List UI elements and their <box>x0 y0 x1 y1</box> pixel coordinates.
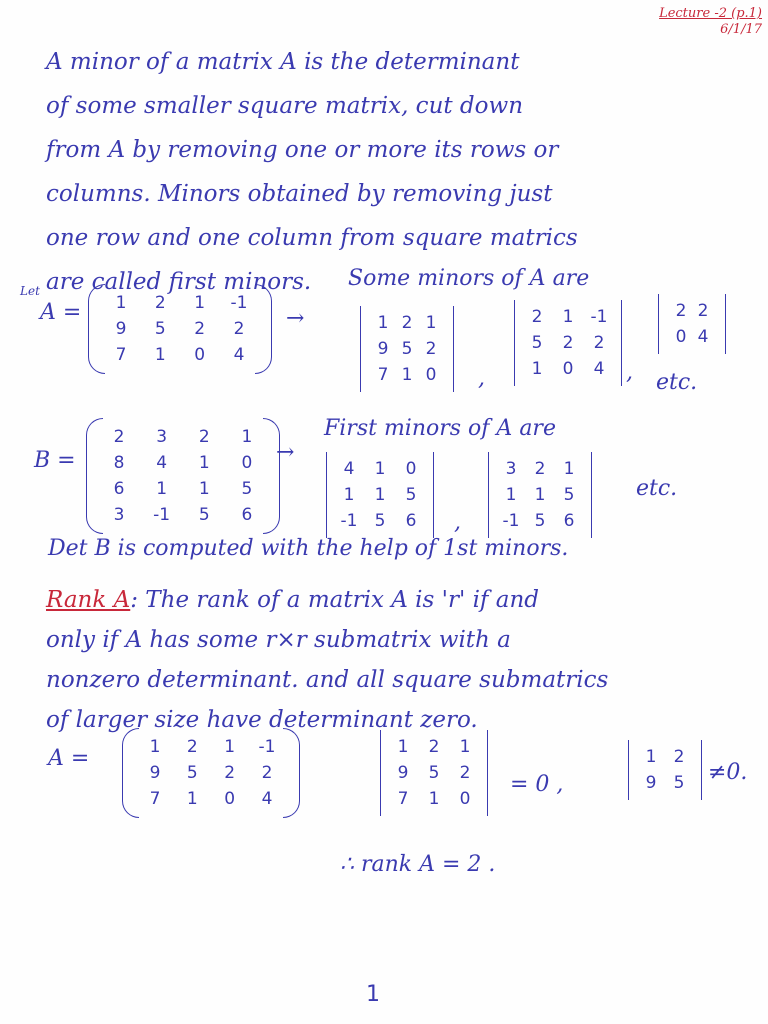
lecture-header <box>659 6 762 38</box>
matrix-row <box>108 450 258 476</box>
det-note: Det B is computed with the help of 1st minors. <box>48 536 569 561</box>
matrix-cell: 5 <box>154 319 166 339</box>
rank-line <box>46 580 752 620</box>
matrix-cell: 9 <box>377 339 389 359</box>
matrix-cell: 1 <box>563 459 575 479</box>
etc-label: etc. <box>656 370 698 395</box>
matrix-row <box>110 316 250 342</box>
matrix-cell: 5 <box>374 511 386 531</box>
matrix-cell: 5 <box>198 505 210 525</box>
matrix-cell: 9 <box>645 773 657 793</box>
matrix-row <box>338 456 422 482</box>
matrix-cell: -1 <box>590 307 608 327</box>
matrix-cell: 5 <box>673 773 685 793</box>
matrix-cell: 1 <box>343 485 355 505</box>
let-label: Let <box>20 284 40 298</box>
matrix-cell: 1 <box>428 789 440 809</box>
rank-colon: : <box>130 587 138 613</box>
matrix-cell: 2 <box>113 427 125 447</box>
matrix-row <box>144 760 278 786</box>
matrix-row <box>500 456 580 482</box>
matrix-cell: 2 <box>224 763 236 783</box>
matrix-cell: 5 <box>531 333 543 353</box>
minor-3x3-2 <box>526 304 610 382</box>
matrix-cell: 2 <box>194 319 206 339</box>
matrix-cell: 2 <box>593 333 605 353</box>
minors-caption-1: Some minors of A are <box>348 266 590 291</box>
matrix-cell: 1 <box>377 313 389 333</box>
minor-2x2 <box>670 298 714 350</box>
matrix-cell: 1 <box>186 789 198 809</box>
matrix-cell: -1 <box>502 511 520 531</box>
matrix-row <box>108 502 258 528</box>
etc-label: etc. <box>636 476 678 501</box>
matrix-cell: 0 <box>675 327 687 347</box>
matrix-cell: 1 <box>505 485 517 505</box>
matrix-row <box>108 476 258 502</box>
matrix-a-label-2: A = <box>48 746 90 771</box>
rank-line: nonzero determinant. and all square submatrics <box>46 667 609 693</box>
matrix-row <box>108 424 258 450</box>
matrix-cell: 2 <box>401 313 413 333</box>
not-equal-zero: ≠0. <box>708 760 748 785</box>
matrix-cell: 5 <box>534 511 546 531</box>
matrix-cell: 9 <box>149 763 161 783</box>
matrix-cell: 4 <box>233 345 245 365</box>
matrix-cell: 2 <box>198 427 210 447</box>
intro-line: are called first minors. <box>46 269 312 295</box>
matrix-cell: 0 <box>241 453 253 473</box>
matrix-cell: 1 <box>459 737 471 757</box>
rank-line-text: The rank of a matrix A is 'r' if and <box>145 587 540 613</box>
matrix-cell: 8 <box>113 453 125 473</box>
matrix-a-label: A = <box>40 300 82 325</box>
matrix-cell: 2 <box>459 763 471 783</box>
matrix-row <box>110 342 250 368</box>
matrix-cell: 3 <box>156 427 168 447</box>
matrix-cell: 2 <box>673 747 685 767</box>
matrix-cell: 4 <box>156 453 168 473</box>
comma: , <box>478 366 485 391</box>
intro-paragraph <box>46 40 752 304</box>
matrix-cell: 1 <box>531 359 543 379</box>
matrix-b <box>108 424 258 528</box>
conclusion: ∴ rank A = 2 . <box>340 852 496 877</box>
matrix-cell: -1 <box>340 511 358 531</box>
minor-det-3x3 <box>392 734 476 812</box>
matrix-cell: 1 <box>149 737 161 757</box>
lecture-date: 6/1/17 <box>720 22 762 37</box>
matrix-cell: 5 <box>241 479 253 499</box>
matrix-cell: 0 <box>562 359 574 379</box>
matrix-cell: 1 <box>401 365 413 385</box>
matrix-cell: 6 <box>563 511 575 531</box>
equals-zero: = 0 , <box>510 772 564 797</box>
matrix-row <box>670 298 714 324</box>
matrix-cell: 4 <box>593 359 605 379</box>
matrix-row <box>526 304 610 330</box>
matrix-b-label: B = <box>34 448 76 473</box>
matrix-cell: 6 <box>241 505 253 525</box>
matrix-cell: 7 <box>115 345 127 365</box>
matrix-cell: 2 <box>425 339 437 359</box>
matrix-row <box>640 770 690 796</box>
matrix-cell: 4 <box>261 789 273 809</box>
matrix-cell: 5 <box>405 485 417 505</box>
minors-caption-2: First minors of A are <box>324 416 556 441</box>
matrix-cell: 5 <box>401 339 413 359</box>
matrix-row <box>372 362 442 388</box>
matrix-cell: 9 <box>115 319 127 339</box>
matrix-cell: 0 <box>405 459 417 479</box>
minor-det-2x2 <box>640 744 690 796</box>
matrix-cell: 2 <box>154 293 166 313</box>
intro-line: columns. Minors obtained by removing just <box>46 181 553 207</box>
matrix-cell: -1 <box>258 737 276 757</box>
matrix-row <box>392 734 476 760</box>
matrix-cell: 4 <box>343 459 355 479</box>
matrix-cell: 9 <box>397 763 409 783</box>
matrix-cell: 1 <box>562 307 574 327</box>
matrix-row <box>372 310 442 336</box>
matrix-row <box>640 744 690 770</box>
matrix-cell: 1 <box>194 293 206 313</box>
intro-line: from A by removing one or more its rows or <box>46 137 559 163</box>
matrix-cell: 2 <box>531 307 543 327</box>
minor-3x3-1 <box>372 310 442 388</box>
matrix-cell: 1 <box>115 293 127 313</box>
minor-b-2 <box>500 456 580 534</box>
matrix-row <box>338 508 422 534</box>
matrix-row <box>526 356 610 382</box>
matrix-row <box>110 290 250 316</box>
matrix-cell: 6 <box>405 511 417 531</box>
matrix-row <box>670 324 714 350</box>
rank-heading: Rank A <box>46 587 131 613</box>
matrix-cell: 2 <box>675 301 687 321</box>
matrix-cell: 2 <box>233 319 245 339</box>
matrix-row <box>144 734 278 760</box>
matrix-cell: 0 <box>224 789 236 809</box>
matrix-row <box>526 330 610 356</box>
matrix-cell: -1 <box>230 293 248 313</box>
matrix-cell: 3 <box>505 459 517 479</box>
matrix-cell: 5 <box>563 485 575 505</box>
matrix-cell: 1 <box>534 485 546 505</box>
lecture-number: Lecture -2 (p.1) <box>659 6 762 21</box>
intro-line: of some smaller square matrix, cut down <box>46 93 524 119</box>
matrix-cell: 1 <box>156 479 168 499</box>
matrix-row <box>144 786 278 812</box>
matrix-cell: 1 <box>224 737 236 757</box>
matrix-a <box>110 290 250 368</box>
matrix-cell: 1 <box>374 485 386 505</box>
rank-definition <box>46 580 752 740</box>
matrix-cell: 1 <box>374 459 386 479</box>
matrix-row <box>392 786 476 812</box>
rank-line: of larger size have determinant zero. <box>46 707 478 733</box>
matrix-cell: 1 <box>198 453 210 473</box>
matrix-cell: -1 <box>153 505 171 525</box>
matrix-cell: 3 <box>113 505 125 525</box>
matrix-cell: 2 <box>697 301 709 321</box>
matrix-row <box>372 336 442 362</box>
matrix-cell: 0 <box>425 365 437 385</box>
matrix-cell: 1 <box>645 747 657 767</box>
matrix-cell: 7 <box>397 789 409 809</box>
matrix-row <box>392 760 476 786</box>
matrix-cell: 5 <box>186 763 198 783</box>
matrix-row <box>338 482 422 508</box>
matrix-cell: 7 <box>377 365 389 385</box>
matrix-cell: 0 <box>459 789 471 809</box>
arrow-2: → <box>276 440 295 465</box>
matrix-cell: 1 <box>154 345 166 365</box>
intro-line: one row and one column from square matrics <box>46 225 578 251</box>
minor-b-1 <box>338 456 422 534</box>
matrix-cell: 0 <box>194 345 206 365</box>
matrix-cell: 1 <box>198 479 210 499</box>
comma: , <box>454 510 461 535</box>
rank-line: only if A has some r×r submatrix with a <box>46 627 511 653</box>
arrow-1: → <box>286 306 305 331</box>
matrix-cell: 2 <box>428 737 440 757</box>
page-number: 1 <box>366 982 380 1007</box>
matrix-cell: 5 <box>428 763 440 783</box>
matrix-row <box>500 508 580 534</box>
matrix-cell: 6 <box>113 479 125 499</box>
matrix-cell: 7 <box>149 789 161 809</box>
matrix-cell: 1 <box>397 737 409 757</box>
matrix-cell: 2 <box>186 737 198 757</box>
comma: , <box>626 360 633 385</box>
intro-line: A minor of a matrix A is the determinant <box>46 49 520 75</box>
matrix-cell: 4 <box>697 327 709 347</box>
matrix-cell: 2 <box>562 333 574 353</box>
matrix-cell: 2 <box>534 459 546 479</box>
matrix-cell: 2 <box>261 763 273 783</box>
matrix-a-2 <box>144 734 278 812</box>
matrix-row <box>500 482 580 508</box>
matrix-cell: 1 <box>241 427 253 447</box>
matrix-cell: 1 <box>425 313 437 333</box>
